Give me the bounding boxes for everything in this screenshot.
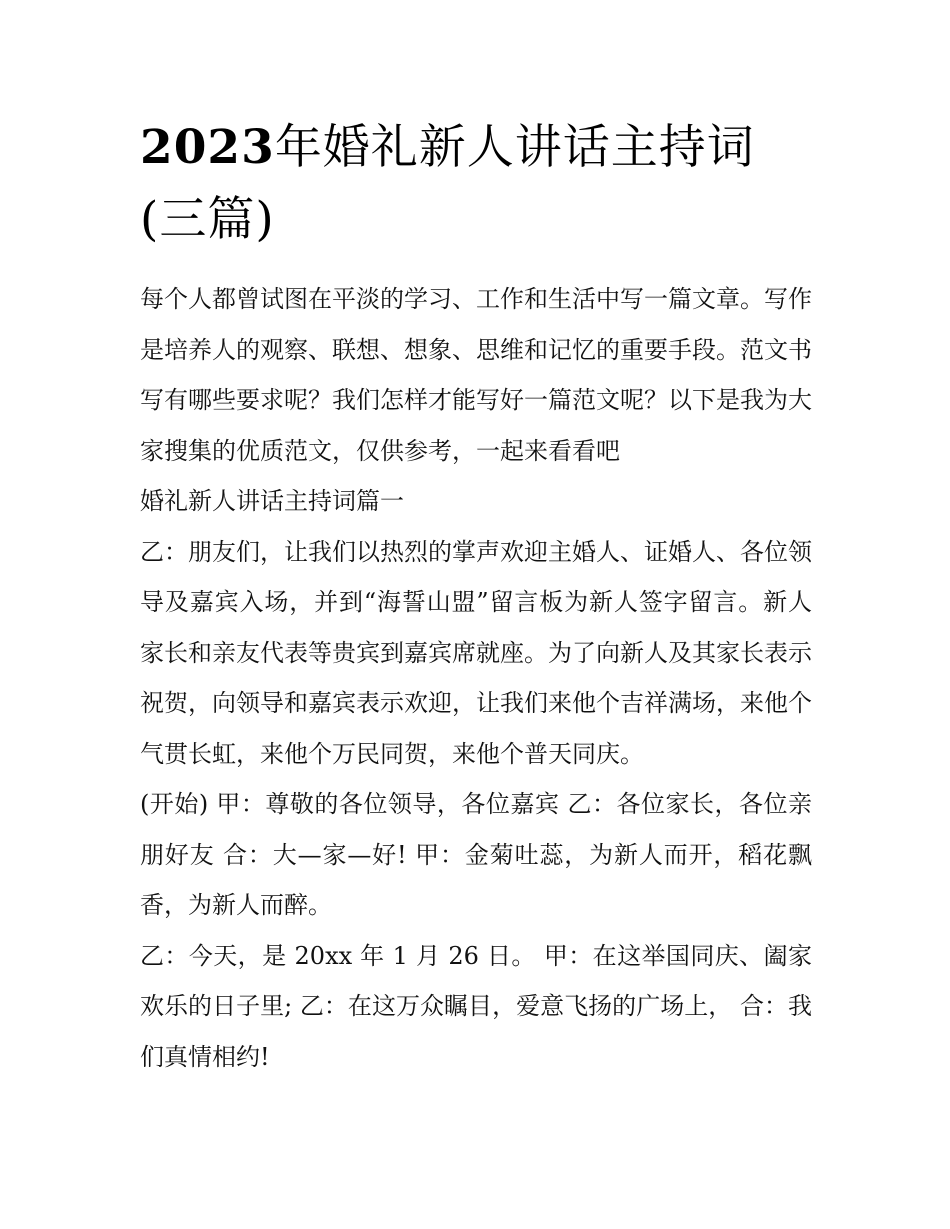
- document-body: [140, 274, 812, 1082]
- document-title: [140, 112, 812, 256]
- section-heading: 婚礼新人讲话主持词篇一: [140, 487, 404, 515]
- title-sub: (三篇): [140, 192, 275, 247]
- body-paragraph: 乙：朋友们，让我们以热烈的掌声欢迎主婚人、证婚人、各位领导及嘉宾入场，并到“海誓山盟”留言板为新人签字留言。新人家长和亲友代表等贵宾到嘉宾席就座。为了向新人及其家长表示祝贺，向领导和嘉宾表示欢迎，让我们来他个吉祥满场，来他个气贯长虹，来他个万民同贺，来他个普天同庆。: [140, 537, 812, 768]
- intro-paragraph: 每个人都曾试图在平淡的学习、工作和生活中写一篇文章。写作是培养人的观察、联想、想象、思维和记忆的重要手段。范文书写有哪些要求呢？我们怎样才能写好一篇范文呢？以下是我为大家搜集的优质范文，仅供参考，一起来看看吧: [140, 285, 812, 465]
- document-page: [140, 112, 812, 1082]
- title-year: 2023: [140, 120, 275, 175]
- body-paragraph: (开始) 甲：尊敬的各位领导，各位嘉宾 乙：各位家长，各位亲朋好友 合：大—家—好! 甲：金菊吐蕊，为新人而开，稻花飘香，为新人而醉。: [140, 790, 812, 919]
- title-main: 年婚礼新人讲话主持词: [274, 120, 755, 175]
- body-paragraph: 乙：今天，是 20xx 年 1 月 26 日。 甲：在这举国同庆、阖家欢乐的日子里; 乙：在这万众瞩目，爱意飞扬的广场上， 合：我们真情相约!: [140, 941, 812, 1071]
